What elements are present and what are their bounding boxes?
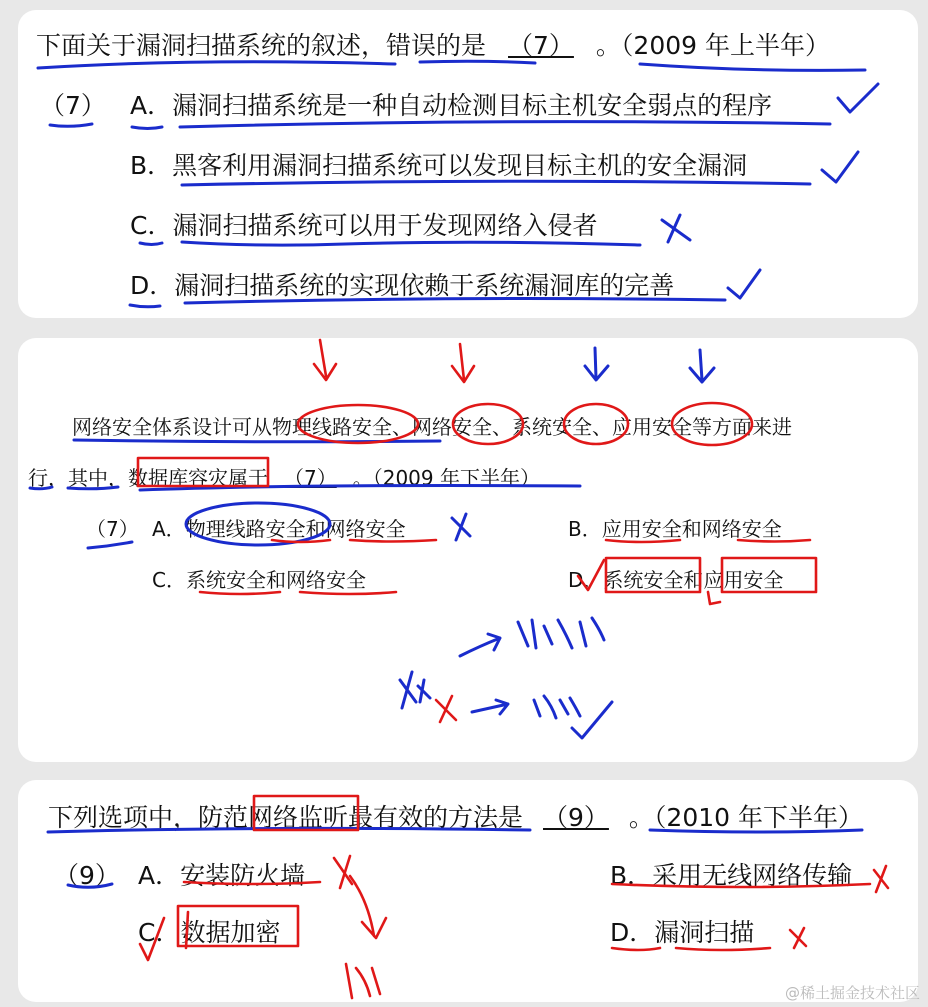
option-text: 系统安全和网络安全 xyxy=(185,568,366,592)
q1-stem-text: 下面关于漏洞扫描系统的叙述，错误的是 xyxy=(36,31,487,60)
q2-blank: （7） xyxy=(284,466,337,490)
option-key: B． xyxy=(610,861,653,890)
question-card-1 xyxy=(18,10,918,318)
option-key: A． xyxy=(130,91,173,120)
option-key: B． xyxy=(568,517,602,541)
option-key: C． xyxy=(152,568,186,592)
q2-option-b xyxy=(568,513,782,542)
q2-option-c xyxy=(152,564,366,593)
q2-option-a xyxy=(152,513,406,542)
q1-number: （7） xyxy=(40,91,106,120)
option-text: 系统安全和应用安全 xyxy=(603,568,784,592)
q2-stem-line-2 xyxy=(28,462,540,491)
q3-tail: 。（2010 年下半年） xyxy=(628,803,863,832)
option-key: C． xyxy=(130,211,173,240)
q3-option-a xyxy=(138,856,305,892)
question-card-2 xyxy=(18,338,918,762)
q2-stem-line-1: 网络安全体系设计可从物理线路安全、网络安全、系统安全、应用安全等方面来进 xyxy=(72,415,792,439)
option-key: C． xyxy=(138,918,181,947)
q3-stem-text: 下列选项中，防范网络监听最有效的方法是 xyxy=(48,803,524,832)
option-text: 安装防火墙 xyxy=(180,861,306,890)
option-key: D． xyxy=(130,271,175,300)
q3-option-c xyxy=(138,913,280,949)
option-text: 漏洞扫描系统的实现依赖于系统漏洞库的完善 xyxy=(174,271,675,300)
option-text: 数据加密 xyxy=(180,918,281,947)
q1-option-b xyxy=(130,146,747,182)
q2-tail: 。（2009 年下半年） xyxy=(352,466,540,490)
q3-option-d xyxy=(610,913,754,949)
option-key: A． xyxy=(152,517,186,541)
option-text: 漏洞扫描系统可以用于发现网络入侵者 xyxy=(172,211,598,240)
option-key: D． xyxy=(568,568,604,592)
q1-option-c xyxy=(130,206,597,242)
q3-option-b xyxy=(610,856,852,892)
option-key: D． xyxy=(610,918,655,947)
q2-option-d xyxy=(568,564,783,593)
option-key: A． xyxy=(138,861,181,890)
q1-tail: 。（2009 年上半年） xyxy=(595,31,830,60)
q2-stem-text: 行，其中，数据库容灾属于 xyxy=(28,466,268,490)
option-key: B． xyxy=(130,151,173,180)
option-text: 物理线路安全和网络安全 xyxy=(185,517,406,541)
option-text: 黑客利用漏洞扫描系统可以发现目标主机的安全漏洞 xyxy=(172,151,748,180)
q3-blank: （9） xyxy=(543,803,609,832)
question-card-3 xyxy=(18,780,918,1002)
option-text: 漏洞扫描系统是一种自动检测目标主机安全弱点的程序 xyxy=(172,91,773,120)
q3-stem xyxy=(48,798,863,834)
q1-stem xyxy=(36,26,830,62)
q1-option-d xyxy=(130,266,674,302)
option-text: 漏洞扫描 xyxy=(654,918,755,947)
watermark: @稀土掘金技术社区 xyxy=(784,984,920,1002)
option-text: 应用安全和网络安全 xyxy=(601,517,782,541)
q1-option-a xyxy=(130,86,772,122)
q3-number: （9） xyxy=(54,861,120,890)
q2-number: （7） xyxy=(86,517,139,541)
q1-blank: （7） xyxy=(508,31,574,60)
option-text: 采用无线网络传输 xyxy=(652,861,853,890)
